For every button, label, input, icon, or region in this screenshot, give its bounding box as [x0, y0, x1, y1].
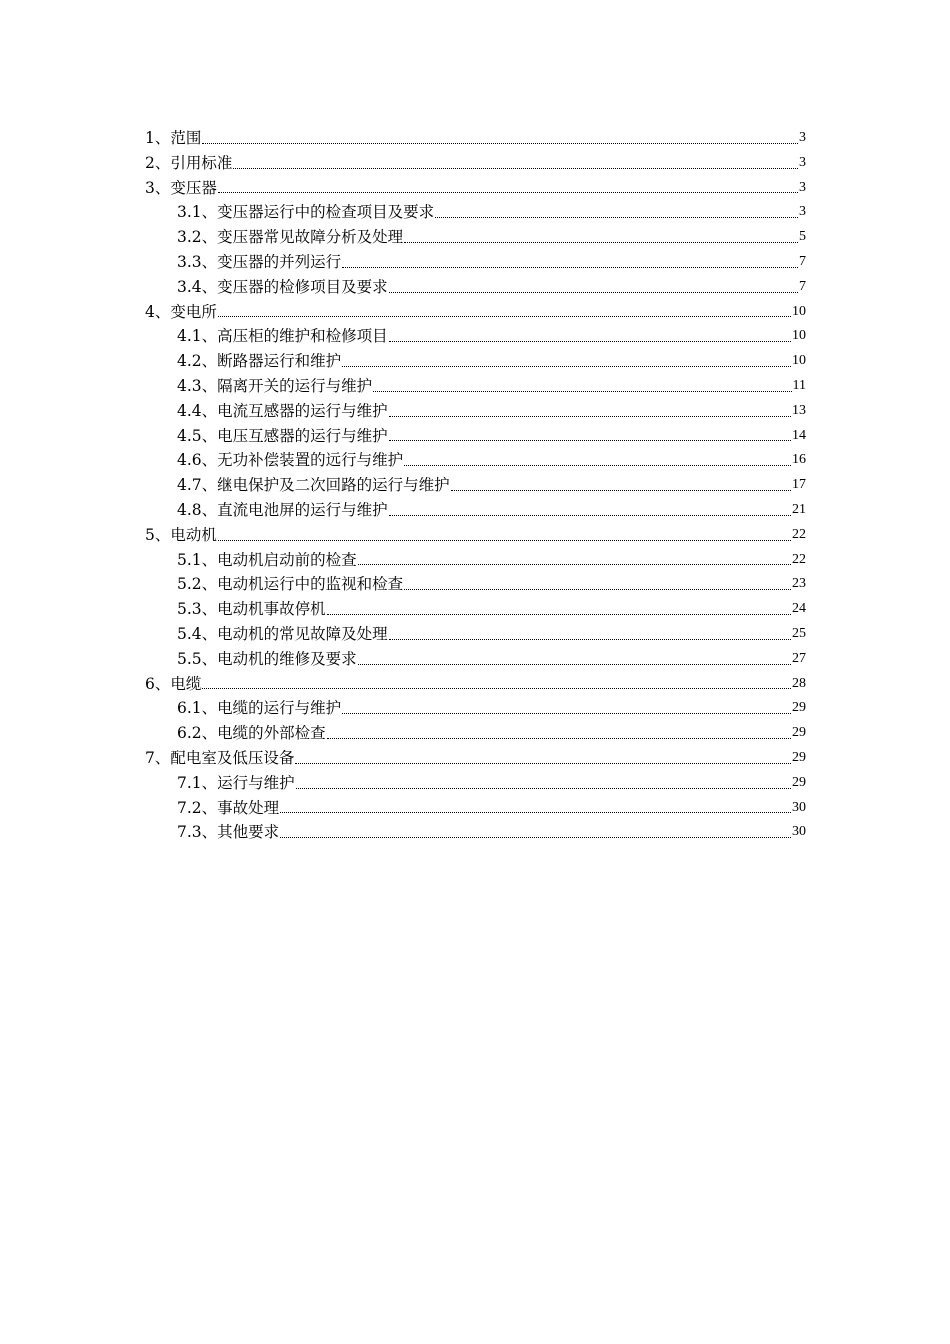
toc-dot-leader	[404, 242, 798, 243]
toc-entry[interactable]	[145, 523, 806, 548]
toc-entry-page-number: 25	[792, 625, 806, 641]
toc-entry-page-number: 21	[792, 501, 806, 517]
toc-entry-title: 5.4、电动机的常见故障及处理	[177, 624, 388, 643]
toc-dot-leader	[389, 341, 791, 342]
toc-entry[interactable]	[145, 300, 806, 325]
toc-entry-title: 4.5、电压互感器的运行与维护	[177, 426, 388, 445]
toc-entry-page-number: 3	[799, 130, 806, 145]
toc-entry[interactable]	[145, 200, 806, 225]
toc-entry-page-number: 30	[792, 824, 806, 840]
toc-dot-leader	[389, 416, 791, 417]
toc-entry[interactable]	[145, 771, 806, 796]
toc-entry[interactable]	[145, 696, 806, 721]
toc-dot-leader	[389, 440, 791, 441]
toc-entry-page-number: 27	[792, 650, 806, 666]
toc-entry[interactable]	[145, 275, 806, 300]
toc-entry[interactable]	[145, 225, 806, 250]
toc-entry[interactable]	[145, 349, 806, 374]
toc-entry[interactable]	[145, 473, 806, 498]
toc-entry-page-number: 10	[792, 303, 806, 319]
toc-entry-title: 6、电缆	[145, 674, 202, 693]
toc-entry-title: 4.4、电流互感器的运行与维护	[177, 401, 388, 420]
toc-entry-page-number: 29	[792, 700, 806, 716]
toc-entry-page-number: 3	[799, 179, 806, 195]
toc-entry-title: 3.1、变压器运行中的检查项目及要求	[177, 203, 435, 222]
toc-entry[interactable]	[145, 672, 806, 697]
toc-entry-page-number: 10	[792, 353, 806, 369]
toc-entry[interactable]	[145, 622, 806, 647]
toc-dot-leader	[295, 763, 791, 764]
toc-dot-leader	[218, 192, 798, 193]
toc-dot-leader	[404, 589, 791, 590]
toc-entry-page-number: 29	[792, 749, 806, 765]
toc-dot-leader	[202, 688, 791, 689]
toc-entry-page-number: 23	[792, 576, 806, 592]
toc-entry-title: 7.2、事故处理	[177, 798, 280, 817]
toc-dot-leader	[327, 614, 791, 615]
toc-entry[interactable]	[145, 572, 806, 597]
toc-entry[interactable]	[145, 176, 806, 201]
toc-entry-title: 3.2、变压器常见故障分析及处理	[177, 228, 404, 247]
toc-entry-title: 1、范围	[145, 129, 202, 147]
toc-entry[interactable]	[145, 250, 806, 275]
toc-entry-page-number: 28	[792, 675, 806, 691]
toc-entry-title: 5.1、电动机启动前的检查	[177, 550, 357, 569]
toc-dot-leader	[358, 564, 791, 565]
toc-entry-page-number: 3	[799, 204, 806, 220]
toc-entry-title: 4.3、隔离开关的运行与维护	[177, 376, 373, 395]
toc-entry[interactable]	[145, 721, 806, 746]
toc-entry-title: 5、电动机	[145, 525, 217, 544]
toc-entry[interactable]	[145, 424, 806, 449]
toc-entry[interactable]	[145, 796, 806, 821]
toc-entry[interactable]	[145, 399, 806, 424]
toc-entry-title: 5.5、电动机的维修及要求	[177, 649, 357, 668]
toc-entry-title: 4.8、直流电池屏的运行与维护	[177, 500, 388, 519]
toc-entry-title: 6.2、电缆的外部检查	[177, 724, 326, 743]
toc-dot-leader	[451, 490, 791, 491]
toc-entry-title: 4.7、继电保护及二次回路的运行与维护	[177, 476, 450, 495]
toc-dot-leader	[327, 738, 791, 739]
toc-dot-leader	[280, 812, 791, 813]
toc-entry-title: 3、变压器	[145, 178, 217, 197]
toc-entry-page-number: 7	[799, 253, 806, 269]
toc-entry-page-number: 5	[799, 229, 806, 245]
toc-entry[interactable]	[145, 746, 806, 771]
toc-entry-page-number: 3	[799, 154, 806, 170]
toc-dot-leader	[218, 540, 791, 541]
toc-entry-page-number: 13	[792, 402, 806, 418]
toc-entry[interactable]	[145, 151, 806, 176]
table-of-contents	[145, 126, 806, 845]
toc-dot-leader	[296, 788, 791, 789]
toc-dot-leader	[202, 143, 798, 144]
toc-entry[interactable]	[145, 498, 806, 523]
toc-entry-title: 7.1、运行与维护	[177, 773, 295, 792]
toc-entry[interactable]	[145, 548, 806, 573]
toc-entry-title: 7.3、其他要求	[177, 823, 280, 842]
toc-dot-leader	[342, 267, 798, 268]
toc-entry-title: 4.1、高压柜的维护和检修项目	[177, 327, 388, 346]
toc-dot-leader	[342, 713, 791, 714]
toc-entry[interactable]	[145, 597, 806, 622]
toc-entry-page-number: 30	[792, 799, 806, 815]
toc-entry[interactable]	[145, 448, 806, 473]
toc-entry-title: 4.2、断路器运行和维护	[177, 352, 342, 371]
toc-entry-title: 5.3、电动机事故停机	[177, 600, 326, 619]
toc-entry-page-number: 24	[792, 601, 806, 617]
toc-dot-leader	[389, 515, 791, 516]
toc-dot-leader	[435, 217, 798, 218]
toc-entry-title: 7、配电室及低压设备	[145, 748, 295, 767]
toc-dot-leader	[358, 664, 791, 665]
toc-entry-page-number: 22	[792, 551, 806, 567]
toc-entry-title: 3.3、变压器的并列运行	[177, 252, 342, 271]
toc-entry-page-number: 10	[792, 328, 806, 344]
toc-dot-leader	[389, 292, 798, 293]
toc-entry-page-number: 11	[792, 377, 806, 393]
toc-entry-title: 6.1、电缆的运行与维护	[177, 699, 342, 718]
toc-entry-title: 5.2、电动机运行中的监视和检查	[177, 575, 404, 594]
toc-entry-page-number: 22	[792, 526, 806, 542]
toc-entry[interactable]	[145, 374, 806, 399]
toc-entry[interactable]	[145, 820, 806, 845]
toc-dot-leader	[342, 366, 791, 367]
toc-dot-leader	[404, 465, 791, 466]
toc-dot-leader	[389, 639, 791, 640]
toc-dot-leader	[373, 391, 791, 392]
toc-entry-page-number: 14	[792, 427, 806, 443]
toc-entry[interactable]	[145, 324, 806, 349]
toc-entry-page-number: 7	[799, 278, 806, 294]
toc-entry-page-number: 17	[792, 477, 806, 493]
toc-dot-leader	[233, 168, 798, 169]
toc-entry-page-number: 29	[792, 725, 806, 741]
toc-entry-title: 4.6、无功补偿装置的远行与维护	[177, 451, 404, 470]
toc-entry-page-number: 16	[792, 452, 806, 468]
toc-entry-title: 2、引用标准	[145, 153, 233, 172]
toc-entry-page-number: 29	[792, 774, 806, 790]
toc-dot-leader	[280, 837, 791, 838]
toc-entry-title: 4、变电所	[145, 302, 217, 321]
toc-entry[interactable]	[145, 126, 806, 151]
toc-entry[interactable]	[145, 647, 806, 672]
toc-entry-title: 3.4、变压器的检修项目及要求	[177, 277, 388, 296]
toc-dot-leader	[218, 316, 791, 317]
